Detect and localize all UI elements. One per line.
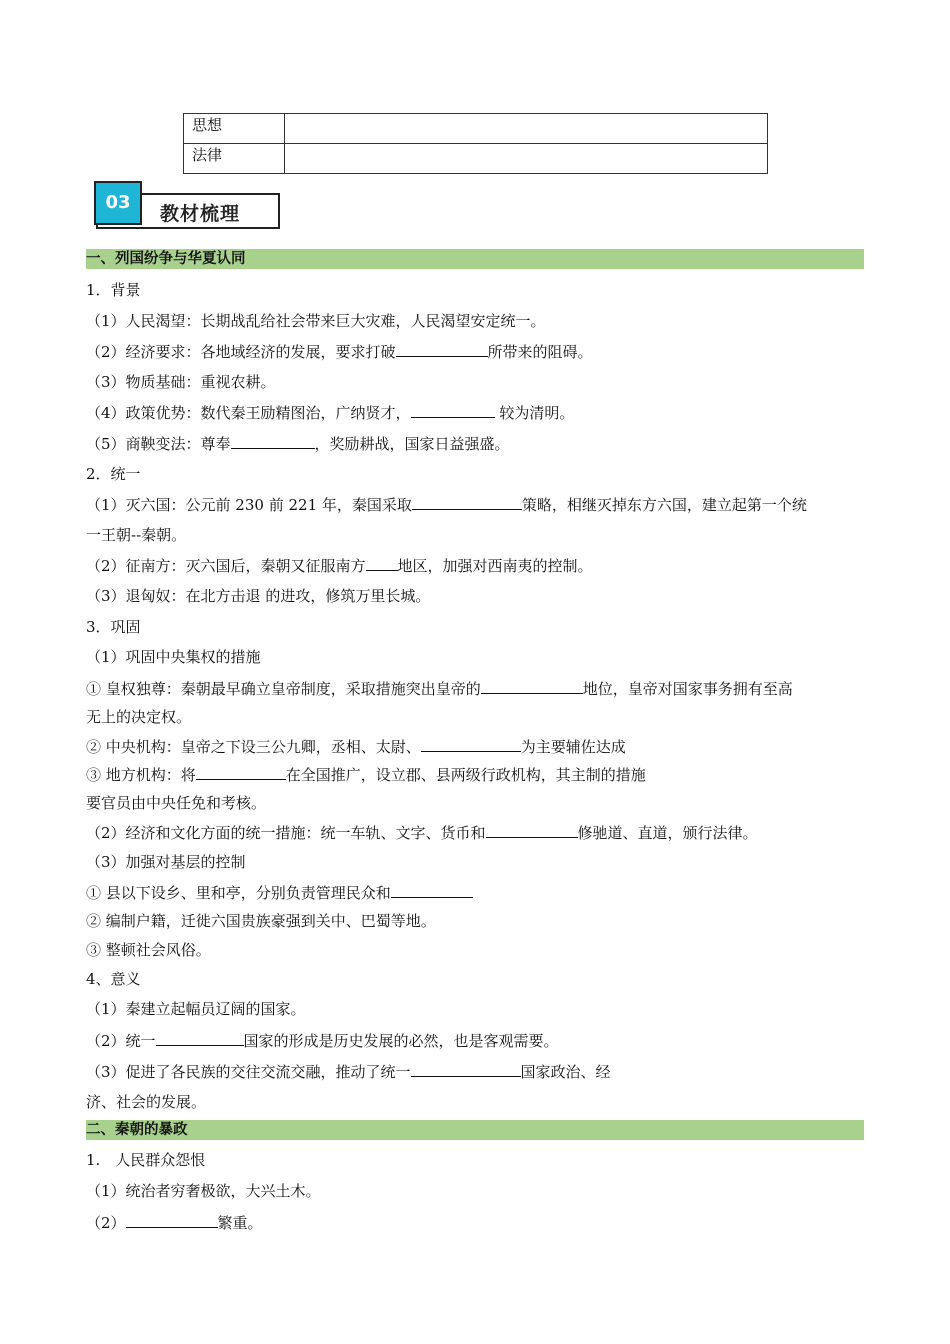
text-line [86,1212,263,1233]
text-line [86,555,593,576]
fill-blank[interactable] [411,402,495,418]
table-cell-value [285,114,768,144]
text-line [86,678,793,699]
text: （5）商鞅变法：尊奉 [86,435,231,453]
text-line: （1）秦建立起幅员辽阔的国家。 [86,1000,306,1018]
text: （2）经济和文化方面的统一措施：统一车轨、文字、货币和 [86,824,486,842]
text: 地位，皇帝对国家事务拥有至高 [582,680,793,698]
table-cell-value [285,144,768,174]
text-line: 济、社会的发展。 [86,1093,207,1111]
text: 国家政治、经 [520,1063,611,1081]
table-cell-label: 思想 [184,114,285,144]
text-line: （3）物质基础：重视农耕。 [86,373,276,391]
text: 修驰道、直道，颁行法律。 [577,824,758,842]
text-line [86,402,574,423]
text-line: （3）退匈奴：在北方击退 的进攻，修筑万里长城。 [86,587,431,605]
text: 为主要辅佐达成 [520,738,626,756]
text-line [86,1030,559,1051]
text-line: ② 编制户籍，迁徙六国贵族豪强到关中、巴蜀等地。 [86,912,436,930]
text: ，奖励耕战，国家日益强盛。 [314,435,510,453]
text: ② 中央机构：皇帝之下设三公九卿，丞相、太尉、 [86,738,421,756]
section-heading: 一、列国纷争与华夏认同 [86,249,864,269]
fill-blank[interactable] [396,341,488,357]
text-line [86,494,807,515]
badge-title: 教材梳理 [160,203,241,225]
text-line [86,1061,611,1082]
text-line: （1）统治者穷奢极欲，大兴土木。 [86,1182,321,1200]
fill-blank[interactable] [391,882,473,898]
text: （2）征南方：灭六国后，秦朝又征服南方 [86,557,366,575]
text: （2）统一 [86,1032,156,1050]
text: 在全国推广，设立郡、县两级行政机构，其主制的措施 [285,766,646,784]
text: 国家的形成是历史发展的必然，也是客观需要。 [243,1032,559,1050]
text: （2） [86,1214,126,1232]
text-line: （1）巩固中央集权的措施 [86,648,261,666]
fill-blank[interactable] [366,555,398,571]
text: ① 县以下设乡、里和亭，分别负责管理民众和 [86,884,391,902]
fill-blank[interactable] [481,678,583,694]
text-line [86,341,593,362]
text: 较为清明。 [494,404,575,422]
fill-blank[interactable] [421,736,521,752]
text: 策略，相继灭掉东方六国，建立起第一个统 [521,496,807,514]
text-line [86,822,758,843]
text: ③ 地方机构：将 [86,766,196,784]
summary-table [183,113,768,174]
fill-blank[interactable] [196,764,286,780]
text-line: 无上的决定权。 [86,708,192,726]
text-line: 一王朝--秦朝。 [86,526,187,544]
subheading: 2．统一 [86,465,141,483]
fill-blank[interactable] [156,1030,244,1046]
text-line: 要官员由中央任免和考核。 [86,794,267,812]
fill-blank[interactable] [412,494,522,510]
fill-blank[interactable] [231,433,315,449]
text-line: （3）加强对基层的控制 [86,853,246,871]
subheading: 3．巩固 [86,618,141,636]
text-line: ③ 整顿社会风俗。 [86,941,211,959]
subheading: 1. 人民群众怨恨 [86,1151,206,1169]
fill-blank[interactable] [486,822,578,838]
text-line [86,764,646,785]
section-badge [94,181,282,233]
text: 地区，加强对西南夷的控制。 [397,557,593,575]
text: （3）促进了各民族的交往交流交融，推动了统一 [86,1063,411,1081]
badge-number: 03 [94,181,142,225]
text-line [86,736,626,757]
section-heading: 二、秦朝的暴政 [86,1120,864,1140]
text: ① 皇权独尊：秦朝最早确立皇帝制度，采取措施突出皇帝的 [86,680,481,698]
table-row [184,114,768,144]
fill-blank[interactable] [126,1212,218,1228]
table-cell-label: 法律 [184,144,285,174]
text: （2）经济要求：各地域经济的发展，要求打破 [86,343,396,361]
subheading: 4、意义 [86,970,141,988]
text: （4）政策优势：数代秦王励精图治，广纳贤才， [86,404,411,422]
subheading: 1．背景 [86,281,141,299]
text-line [86,882,473,903]
text-line: （1）人民渴望：长期战乱给社会带来巨大灾难，人民渴望安定统一。 [86,312,546,330]
table-row [184,144,768,174]
text: 所带来的阻碍。 [487,343,593,361]
text-line [86,433,510,454]
fill-blank[interactable] [411,1061,521,1077]
text: （1）灭六国：公元前 230 前 221 年，秦国采取 [86,496,412,514]
text: 繁重。 [217,1214,263,1232]
